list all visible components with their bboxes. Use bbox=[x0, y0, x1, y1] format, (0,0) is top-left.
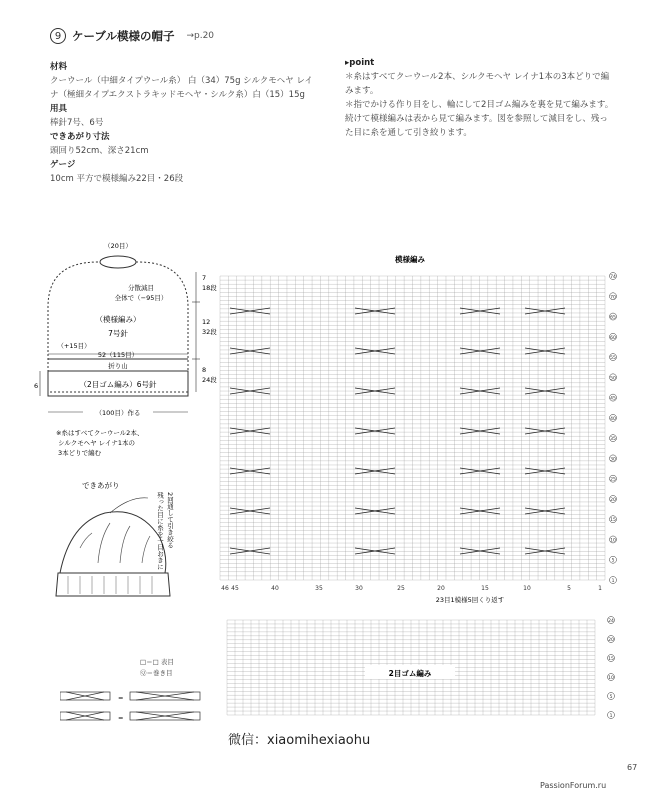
tools-heading: 用具 bbox=[50, 104, 68, 114]
cable-lines bbox=[80, 523, 150, 563]
point-line: みます。 bbox=[345, 86, 379, 96]
watermark: 微信：xiaomihexiaohu bbox=[228, 733, 371, 748]
point-line: 続けて模様編みは表から見て編みます。図を参照して減目をし、残っ bbox=[345, 114, 608, 124]
size-heading: できあがり寸法 bbox=[50, 132, 110, 142]
note-line: シルクモヘヤ レイナ1本の bbox=[58, 439, 135, 447]
finished-label: できあがり bbox=[82, 481, 120, 490]
chart-row-markers bbox=[610, 273, 617, 585]
hat-schematic bbox=[28, 232, 218, 462]
cable-cross-mark bbox=[355, 428, 395, 434]
x-tick-label: 25 bbox=[397, 585, 405, 592]
plus-15-label: （+15目） bbox=[57, 342, 91, 350]
cable-cross-mark bbox=[460, 508, 500, 514]
x-tick-label: 45 bbox=[231, 585, 239, 592]
tools-text: 棒針7号、6号 bbox=[50, 118, 104, 128]
point-line: ＊糸はすべてクーウール2本、シルクモヘヤ レイナ1本の3本どりで編 bbox=[345, 72, 610, 82]
rib-chart bbox=[215, 615, 625, 725]
cable-cross-mark bbox=[460, 428, 500, 434]
row-marker-label: 55 bbox=[610, 356, 616, 362]
svg-text:=: = bbox=[118, 694, 124, 702]
point-heading: ▸point bbox=[345, 58, 375, 68]
row-marker-label: 45 bbox=[610, 396, 616, 402]
cable-cross-mark bbox=[355, 548, 395, 554]
cable-cross-mark bbox=[525, 428, 565, 434]
rib-lines bbox=[68, 576, 152, 594]
cable-legend bbox=[60, 688, 210, 728]
repeat-note: 23目1模様5回くり返す bbox=[435, 596, 505, 604]
width-label: 52（115目） bbox=[97, 351, 139, 359]
decrease-note-2: 全体で（−95目） bbox=[114, 294, 168, 302]
rib-row-marker-label: 10 bbox=[608, 676, 614, 681]
cable-cross-mark bbox=[355, 348, 395, 354]
note-arrow bbox=[110, 498, 148, 513]
page-reference: →p.20 bbox=[186, 31, 215, 41]
cable-cross-mark bbox=[460, 348, 500, 354]
rib-row-marker-label: 5 bbox=[609, 695, 613, 700]
materials-line: ナ（極細タイプエクストラキッドモヘヤ・シルク糸）白（15）15g bbox=[50, 90, 305, 100]
cable-cross-mark bbox=[525, 548, 565, 554]
hat-body bbox=[60, 512, 166, 573]
row-marker-label: 1 bbox=[611, 579, 615, 584]
row-marker-label: 10 bbox=[610, 538, 616, 544]
x-tick-label: 5 bbox=[567, 585, 571, 592]
pattern-title: ケーブル模様の帽子 bbox=[72, 29, 175, 43]
rib-row-marker-label: 20 bbox=[608, 638, 614, 643]
rib-row-marker-label: 1 bbox=[609, 714, 613, 719]
cable-cross-mark bbox=[525, 508, 565, 514]
dim-7: 7 bbox=[202, 274, 207, 282]
row-marker-label: 5 bbox=[611, 558, 615, 564]
gauge-text: 10cm 平方で模様編み22目・26段 bbox=[50, 174, 184, 184]
page-number: 67 bbox=[627, 763, 638, 772]
footer-site: PassionForum.ru bbox=[540, 781, 607, 790]
dim-7-rows: 18段 bbox=[202, 284, 217, 292]
row-marker-label: 65 bbox=[610, 315, 616, 321]
note-line: ※糸はすべてクーウール2本、 bbox=[56, 429, 144, 437]
hat-top-gather bbox=[100, 256, 136, 268]
rib-row-marker-label: 24 bbox=[608, 619, 614, 624]
materials-section bbox=[50, 60, 340, 186]
cable-cross-mark bbox=[355, 508, 395, 514]
pattern-number-badge: 9 bbox=[50, 28, 66, 44]
dim-12: 12 bbox=[202, 318, 211, 326]
chart-grid bbox=[220, 276, 605, 580]
dim-8: 8 bbox=[202, 366, 207, 374]
dim-6: 6 bbox=[34, 382, 39, 390]
size-text: 頭回り52cm、深さ21cm bbox=[50, 146, 149, 156]
hat-brim bbox=[56, 573, 170, 596]
cable-cross-mark bbox=[525, 348, 565, 354]
row-marker-label: 25 bbox=[610, 477, 616, 483]
dim-8-rows: 24段 bbox=[202, 376, 217, 384]
dim-12-rows: 32段 bbox=[202, 328, 217, 336]
row-marker-label: 70 bbox=[610, 295, 616, 301]
row-marker-label: 15 bbox=[610, 518, 616, 524]
cable-cross-mark bbox=[230, 548, 270, 554]
x-tick-label: 1 bbox=[598, 585, 602, 592]
point-section bbox=[345, 56, 625, 140]
cable-cross-mark bbox=[460, 548, 500, 554]
row-marker-label: 50 bbox=[610, 376, 616, 382]
x-tick-label: 35 bbox=[315, 585, 323, 592]
decrease-note-1: 分散減目 bbox=[128, 284, 154, 292]
x-tick-label: 20 bbox=[437, 585, 445, 592]
finished-note-line: 残った目に糸を一目おきに bbox=[156, 492, 164, 570]
gauge-heading: ゲージ bbox=[50, 160, 76, 170]
point-line: た目に糸を通して引き絞ります。 bbox=[345, 128, 472, 138]
row-marker-label: 20 bbox=[610, 497, 616, 503]
x-tick-label: 10 bbox=[523, 585, 531, 592]
row-marker-label: 74 bbox=[610, 275, 616, 280]
needle-7-label: 7号針 bbox=[108, 329, 128, 338]
top-stitches: （20目） bbox=[104, 242, 132, 250]
rib-row-marker-label: 15 bbox=[608, 657, 614, 662]
chart-x-ticks bbox=[221, 585, 602, 592]
cable-cross-mark bbox=[230, 428, 270, 434]
fold-label: 折り山 bbox=[108, 362, 128, 370]
cable-cross-mark bbox=[230, 508, 270, 514]
rib-label: （2目ゴム編み）6号針 bbox=[79, 380, 157, 389]
hat-outline bbox=[48, 262, 188, 392]
chart-cables bbox=[230, 308, 565, 554]
chart-title: 模様編み bbox=[395, 255, 425, 264]
x-tick-label: 15 bbox=[481, 585, 489, 592]
svg-text:=: = bbox=[118, 714, 124, 722]
rib-title: 2目ゴム編み bbox=[388, 669, 432, 678]
materials-heading: 材料 bbox=[50, 62, 68, 72]
row-marker-label: 30 bbox=[610, 457, 616, 463]
pattern-label: （模様編み） bbox=[95, 315, 141, 324]
materials-line: クーウール（中細タイプウール糸） 白（34）75g シルクモヘヤ レイ bbox=[50, 76, 313, 86]
header bbox=[50, 28, 214, 44]
row-marker-label: 40 bbox=[610, 416, 616, 422]
rib-row-markers bbox=[608, 617, 615, 720]
x-tick-label: 46 bbox=[221, 585, 229, 592]
note-line: 3本どりで編む bbox=[58, 449, 102, 457]
row-marker-label: 35 bbox=[610, 437, 616, 443]
row-marker-label: 60 bbox=[610, 335, 616, 341]
cable-cross-mark bbox=[230, 348, 270, 354]
finished-note-line: 2回通して引き絞る bbox=[166, 492, 174, 549]
finished-hat-illustration bbox=[50, 478, 220, 608]
cast-on-label: （100目）作る bbox=[95, 409, 141, 417]
x-tick-label: 40 bbox=[271, 585, 279, 592]
pattern-chart bbox=[215, 250, 625, 605]
point-line: ＊指でかける作り目をし、輪にして2目ゴム編みを裏を見て編みます。 bbox=[345, 100, 614, 110]
legend-knit: □＝□ 表目 bbox=[140, 658, 174, 666]
x-tick-label: 30 bbox=[355, 585, 363, 592]
legend-twist: Ⓠ＝巻き目 bbox=[140, 669, 173, 677]
